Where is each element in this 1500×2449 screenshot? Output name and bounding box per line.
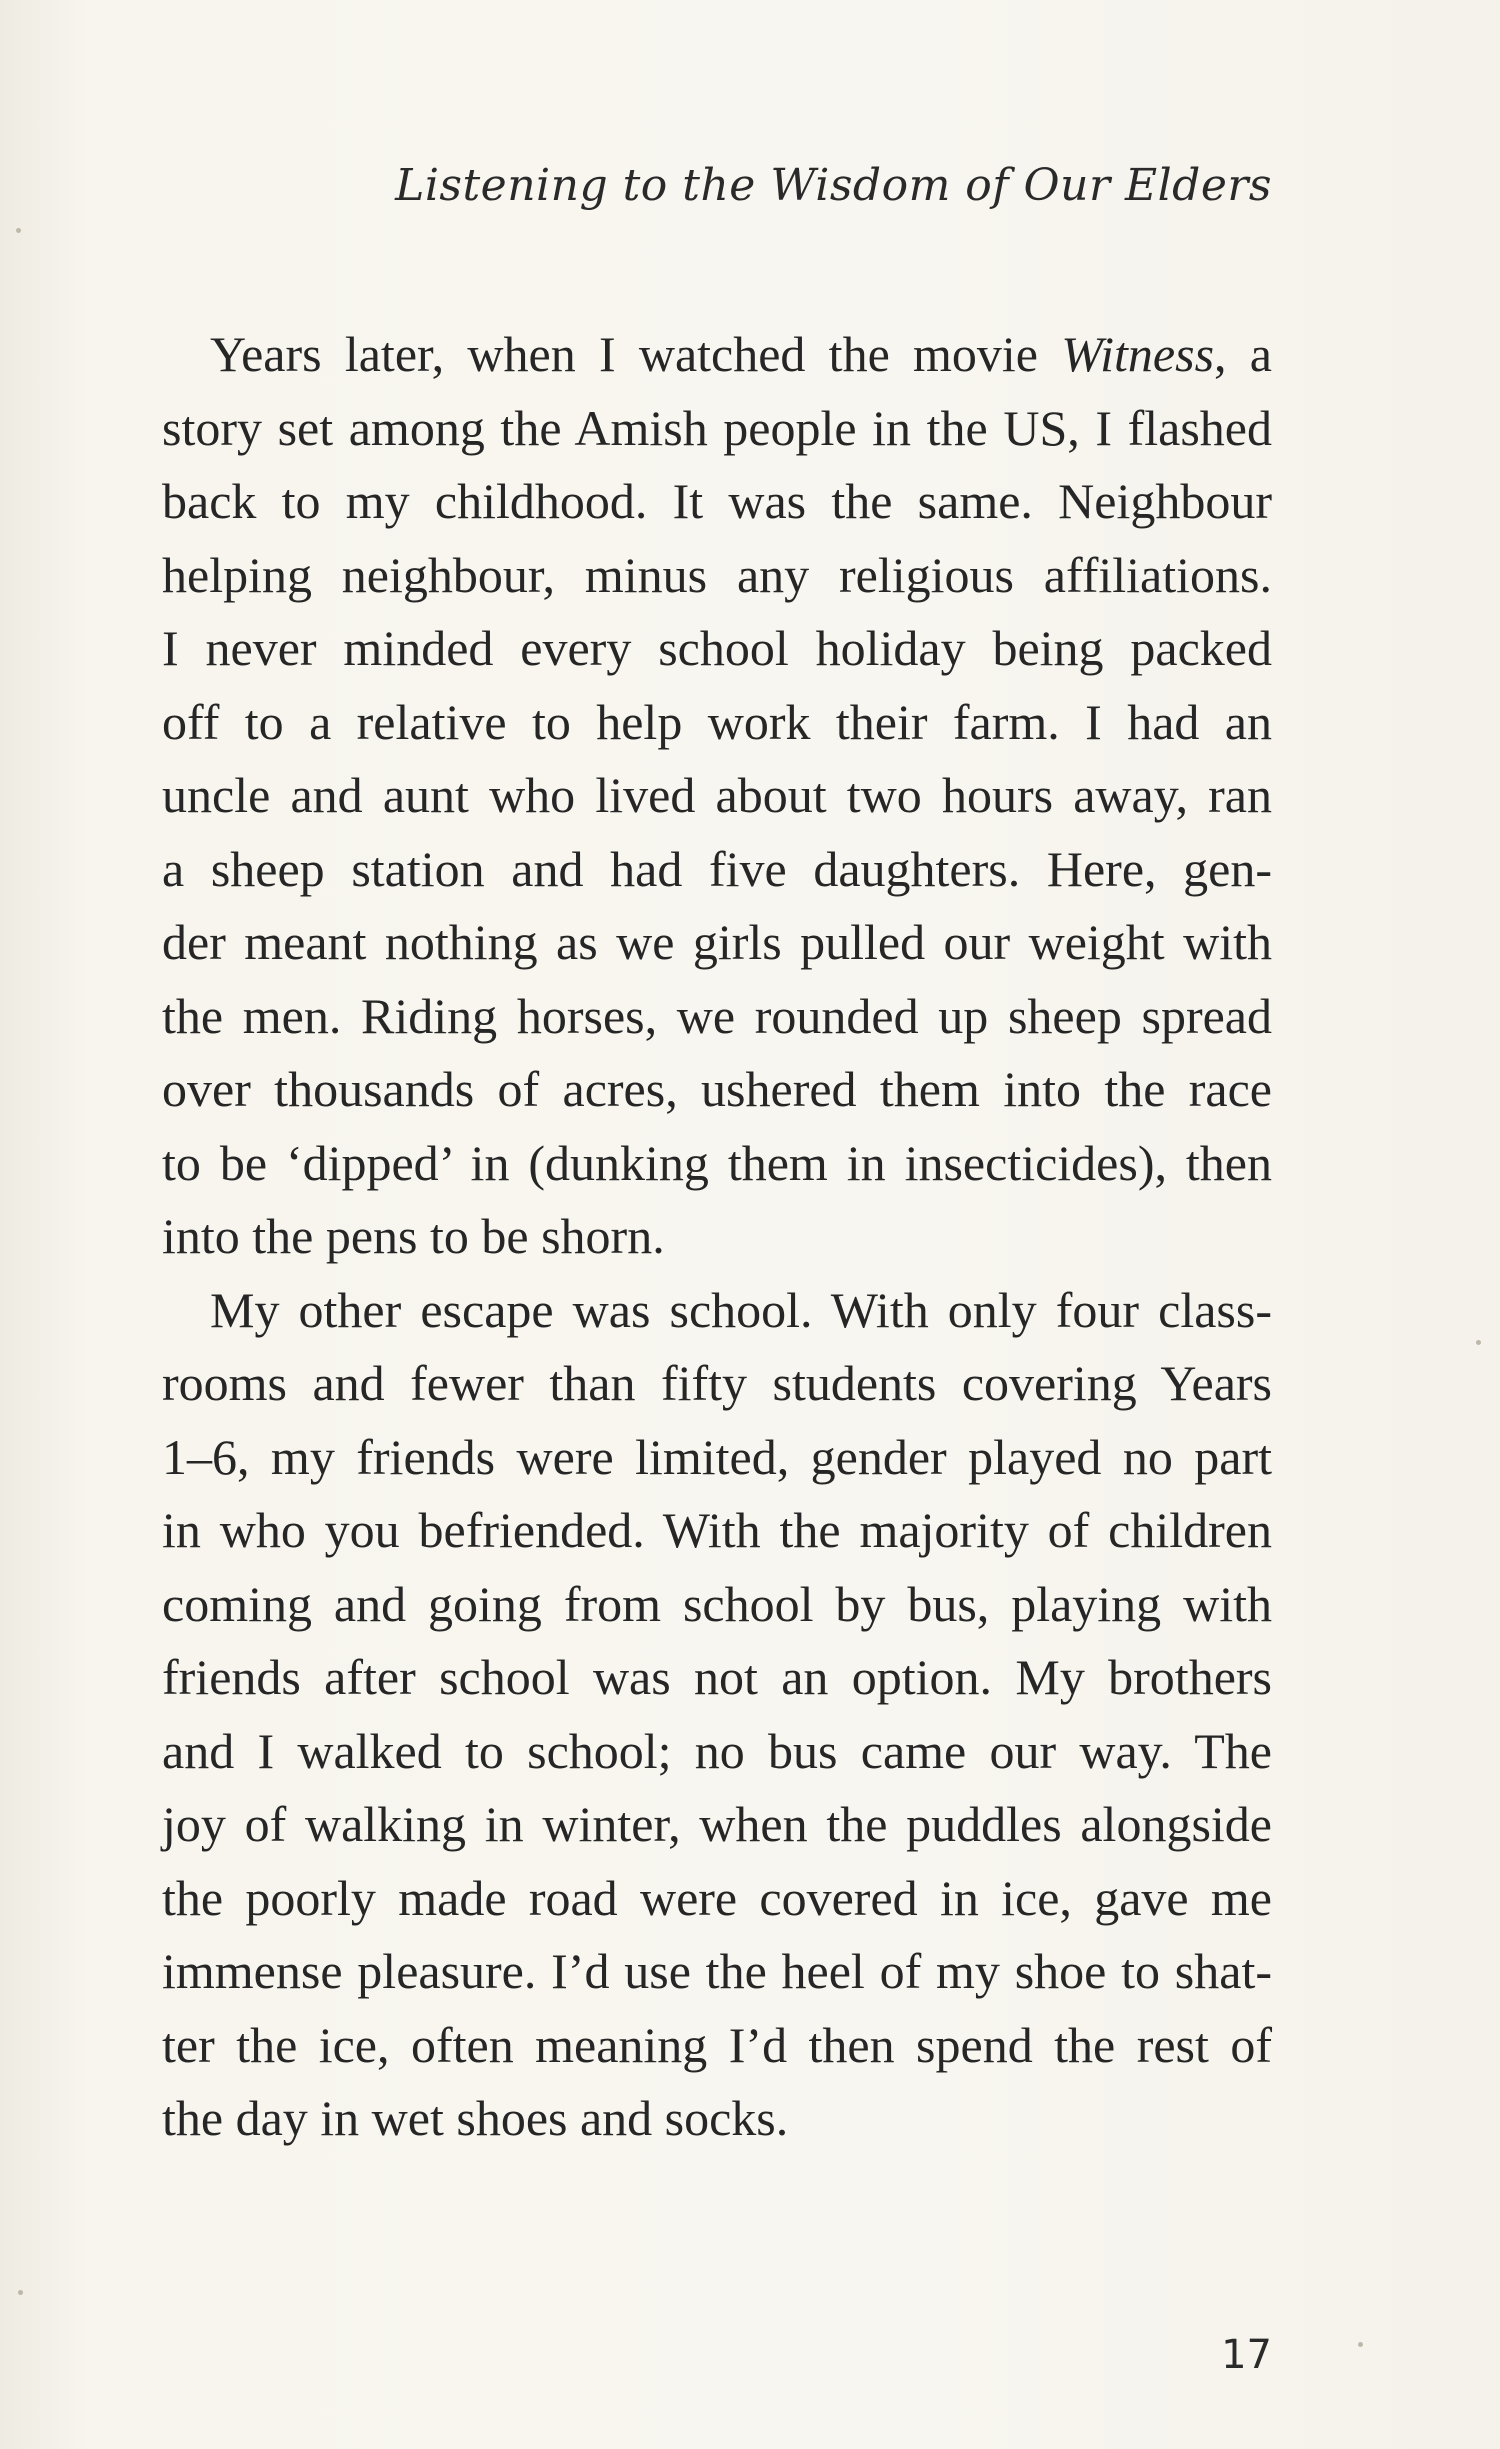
running-head: Listening to the Wisdom of Our Elders xyxy=(395,160,1272,211)
text-line: immense pleasure. I’d use the heel of my shoe to shat- xyxy=(162,1943,1272,1999)
text-line: friends after school was not an option. My brothers xyxy=(162,1649,1272,1705)
text-line: to be ‘dipped’ in (dunking them in insecticides), then xyxy=(162,1134,1272,1191)
page-number: 17 xyxy=(1221,2332,1272,2378)
text-line: rooms and fewer than fifty students covering Years xyxy=(162,1355,1272,1411)
text-line: joy of walking in winter, when the puddles alongside xyxy=(162,1796,1272,1852)
paper-speck xyxy=(1358,2342,1363,2347)
text-line: a sheep station and had five daughters. Here, gen- xyxy=(162,840,1272,897)
text-line: Years later, when I watched the movie Witness, a xyxy=(210,326,1272,382)
body-text xyxy=(162,318,1272,2156)
paper-speck xyxy=(18,2290,23,2295)
text-line: uncle and aunt who lived about two hours away, ran xyxy=(162,767,1272,823)
movie-title: Witness xyxy=(1061,326,1215,382)
text-line: ter the ice, often meaning I’d then spend the rest of xyxy=(162,2016,1272,2073)
text-line: I never minded every school holiday being packed xyxy=(162,620,1272,676)
paragraph-2 xyxy=(162,1274,1272,2156)
text-line: the poorly made road were covered in ice, gave me xyxy=(162,1869,1272,1926)
paragraph-1 xyxy=(162,318,1272,1274)
text-line: der meant nothing as we girls pulled our weight with xyxy=(162,914,1272,970)
paper-speck xyxy=(1476,1340,1481,1345)
text-line: back to my childhood. It was the same. Neighbour xyxy=(162,473,1272,529)
text-line: story set among the Amish people in the US, I flashed xyxy=(162,399,1272,456)
text-line: 1–6, my friends were limited, gender played no part xyxy=(162,1428,1272,1485)
text-line: My other escape was school. With only four class- xyxy=(210,1281,1272,1338)
text-line: in who you befriended. With the majority of children xyxy=(162,1502,1272,1558)
text-line: helping neighbour, minus any religious affiliations. xyxy=(162,546,1272,603)
text-line: into the pens to be shorn. xyxy=(162,1208,665,1264)
text-line: the day in wet shoes and socks. xyxy=(162,2090,789,2146)
text-line: the men. Riding horses, we rounded up sheep spread xyxy=(162,987,1272,1044)
text-line: coming and going from school by bus, playing with xyxy=(162,1575,1272,1632)
text-line: and I walked to school; no bus came our way. The xyxy=(162,1722,1272,1779)
text-line: over thousands of acres, ushered them into the race xyxy=(162,1061,1272,1117)
paper-speck xyxy=(16,228,21,233)
text-line: off to a relative to help work their farm. I had an xyxy=(162,693,1272,750)
